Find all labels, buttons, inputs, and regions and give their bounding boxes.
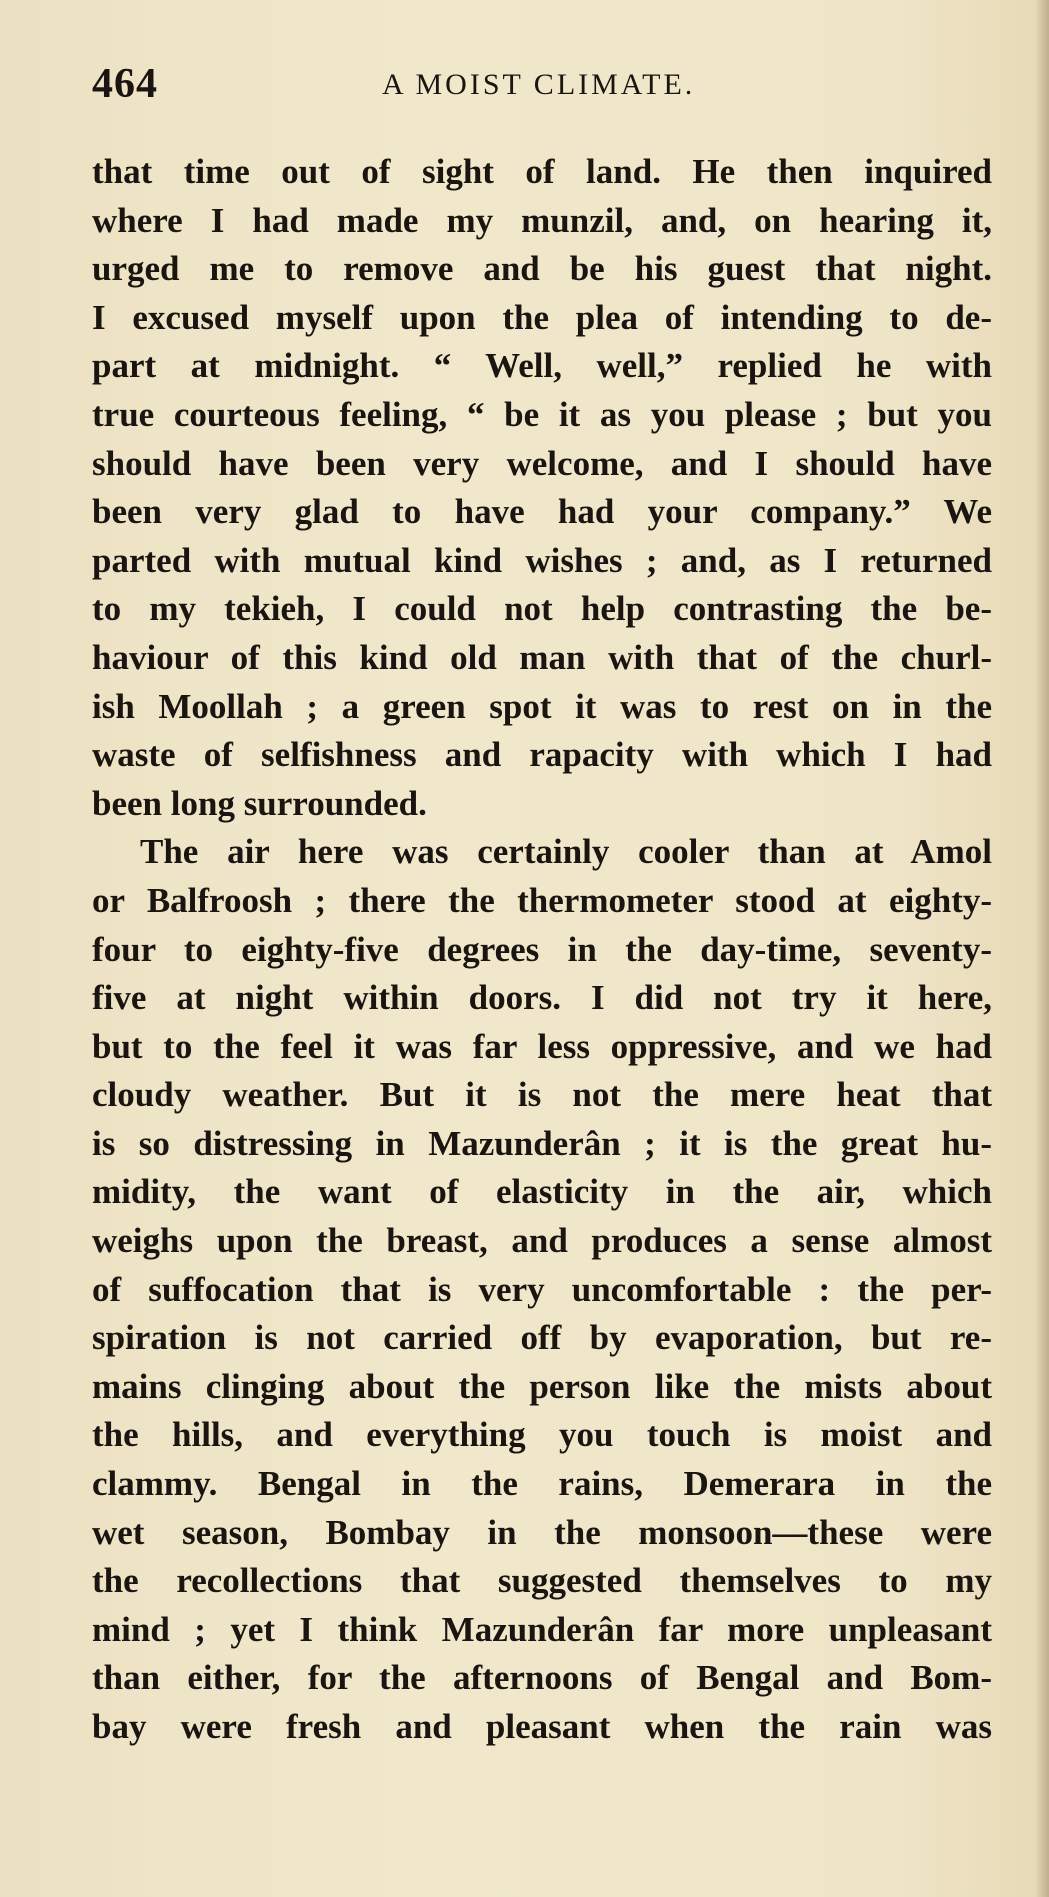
text-line: mind ; yet I think Mazunderân far more unpleasant (92, 1609, 992, 1649)
text-line: that time out of sight of land. He then inquired (92, 152, 992, 191)
text-line: true courteous feeling, “ be it as you please ; but you (92, 394, 992, 434)
text-line: than either, for the afternoons of Bengal and Bom- (92, 1658, 992, 1698)
text-line: is so distressing in Mazunderân ; it is the great hu- (92, 1123, 992, 1163)
text-line: weighs upon the breast, and produces a sense almost (92, 1221, 992, 1261)
text-line: waste of selfishness and rapacity with which I had (92, 735, 992, 775)
page-number: 464 (92, 61, 158, 107)
page-header (92, 60, 992, 110)
text-line: haviour of this kind old man with that of the churl- (92, 637, 992, 677)
text-line: of suffocation that is very uncomfortable : the per- (92, 1269, 992, 1309)
running-head: A MOIST CLIMATE. (382, 68, 696, 101)
text-line: been very glad to have had your company.” We (92, 492, 992, 532)
body-text (92, 148, 992, 1752)
text-line: part at midnight. “ Well, well,” replied he with (92, 346, 992, 386)
text-line: urged me to remove and be his guest that night. (92, 249, 992, 289)
text-line: I excused myself upon the plea of intending to de- (92, 297, 992, 337)
text-line: The air here was certainly cooler than at Amol (140, 832, 992, 872)
text-line: ish Moollah ; a green spot it was to rest on in the (92, 686, 992, 726)
text-line: the recollections that suggested themselves to my (92, 1561, 992, 1601)
text-line: five at night within doors. I did not try it here, (92, 978, 992, 1018)
text-line: but to the feel it was far less oppressive, and we had (92, 1026, 992, 1066)
text-line: should have been very welcome, and I should have (92, 443, 992, 483)
text-line: to my tekieh, I could not help contrasting the be- (92, 589, 992, 629)
page-edge-shadow (1035, 0, 1049, 1897)
text-line: four to eighty-five degrees in the day-time, seventy- (92, 929, 992, 969)
text-line: bay were fresh and pleasant when the rain was (92, 1707, 992, 1746)
text-line: wet season, Bombay in the monsoon—these were (92, 1512, 992, 1552)
text-line: the hills, and everything you touch is moist and (92, 1415, 992, 1455)
text-line: where I had made my munzil, and, on hearing it, (92, 200, 992, 240)
text-line: midity, the want of elasticity in the air, which (92, 1172, 992, 1212)
text-line: cloudy weather. But it is not the mere heat that (92, 1075, 992, 1115)
text-line: been long surrounded. (92, 783, 427, 823)
text-line: or Balfroosh ; there the thermometer stood at eighty- (92, 880, 992, 920)
text-line: clammy. Bengal in the rains, Demerara in the (92, 1464, 992, 1504)
text-line: spiration is not carried off by evaporation, but re- (92, 1318, 992, 1358)
text-line: parted with mutual kind wishes ; and, as I returned (92, 540, 992, 580)
text-line: mains clinging about the person like the mists about (92, 1366, 992, 1406)
